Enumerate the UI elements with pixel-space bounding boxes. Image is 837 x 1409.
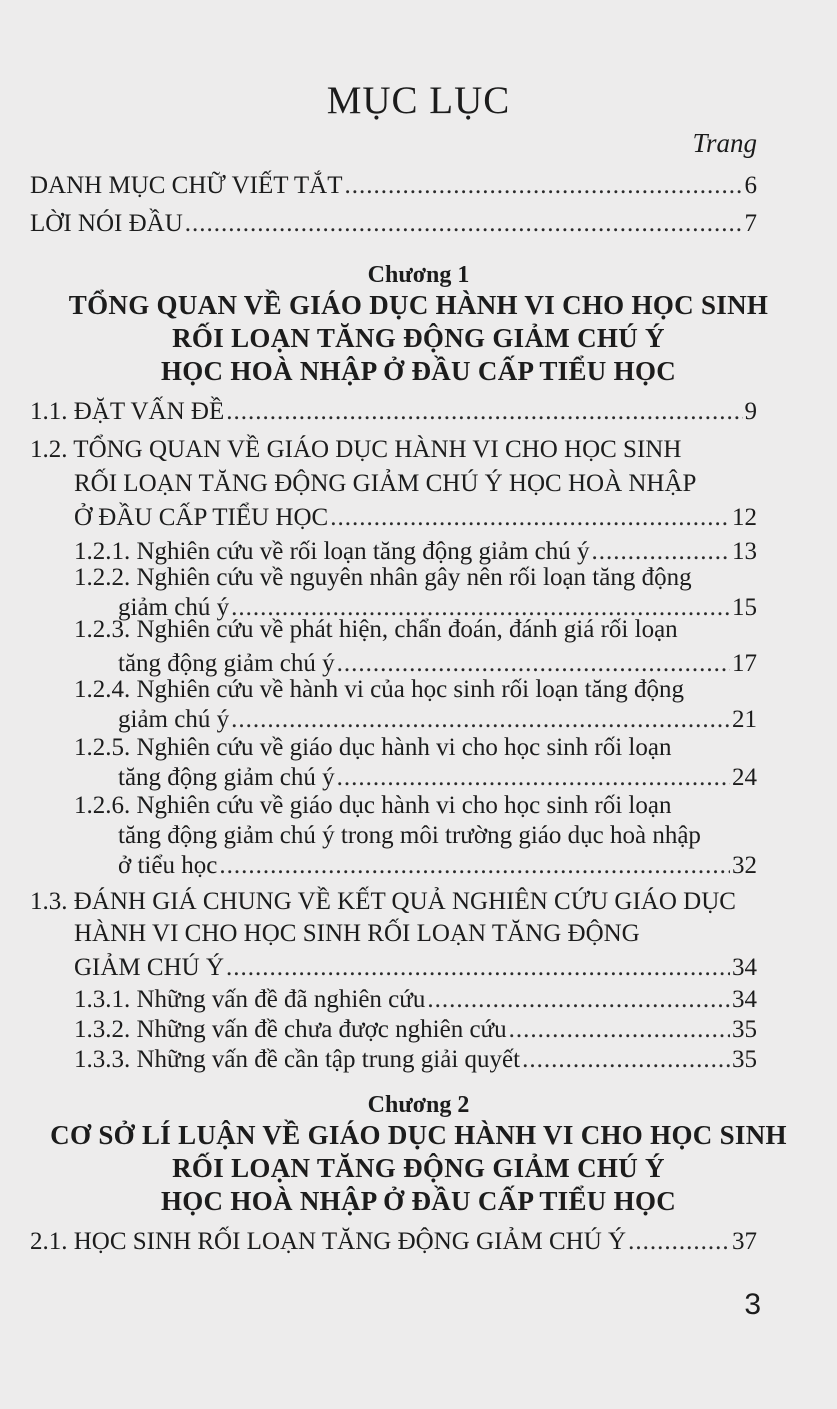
page-title: MỤC LỤC bbox=[326, 79, 511, 122]
toc-entry-1-2-6-line-1: 1.2.6. Nghiên cứu về giáo dục hành vi cho học sinh rối loạn bbox=[74, 792, 672, 819]
page-column-label: Trang bbox=[692, 128, 757, 158]
toc-entry-1-3[interactable]: GIẢM CHÚ Ý ..... 34 bbox=[74, 954, 757, 982]
toc-entry-1-2-6-line-2: tăng động giảm chú ý trong môi trường giáo dục hoà nhập bbox=[118, 822, 701, 849]
toc-entry-1-2[interactable]: Ở ĐẦU CẤP TIỂU HỌC ..... 12 bbox=[74, 504, 757, 532]
toc-entry-1-1[interactable]: 1.1. ĐẶT VẤN ĐỀ ..... 9 bbox=[30, 398, 757, 426]
toc-entry-1-3-1[interactable]: 1.3.1. Những vấn đề đã nghiên cứu ..... 34 bbox=[74, 986, 757, 1014]
toc-entry-1-2-5[interactable]: tăng động giảm chú ý ..... 24 bbox=[118, 764, 757, 792]
toc-entry-1-3-3[interactable]: 1.3.3. Những vấn đề cần tập trung giải quyết ..... 35 bbox=[74, 1046, 757, 1074]
toc-entry-2-1[interactable]: 2.1. HỌC SINH RỐI LOẠN TĂNG ĐỘNG GIẢM CHÚ Ý ..... 37 bbox=[30, 1228, 757, 1256]
toc-entry-1-2-4-line-1: 1.2.4. Nghiên cứu về hành vi của học sinh rối loạn tăng động bbox=[74, 676, 684, 703]
toc-entry-1-2-4[interactable]: giảm chú ý ..... 21 bbox=[118, 706, 757, 734]
chapter-1-label: Chương 1 bbox=[367, 262, 470, 288]
toc-entry-abbreviations[interactable]: DANH MỤC CHỮ VIẾT TẮT ..... 6 bbox=[30, 172, 757, 200]
toc-entry-1-2-2-line-1: 1.2.2. Nghiên cứu về nguyên nhân gây nên rối loạn tăng động bbox=[74, 564, 692, 591]
toc-entry-1-2-2[interactable]: giảm chú ý ..... 15 bbox=[118, 594, 757, 622]
toc-entry-1-3-line-2: HÀNH VI CHO HỌC SINH RỐI LOẠN TĂNG ĐỘNG bbox=[74, 920, 640, 947]
toc-entry-1-2-3[interactable]: tăng động giảm chú ý ..... 17 bbox=[118, 650, 757, 678]
toc-entry-1-3-2[interactable]: 1.3.2. Những vấn đề chưa được nghiên cứu ..... 35 bbox=[74, 1016, 757, 1044]
toc-entry-1-2-6[interactable]: ở tiểu học ..... 32 bbox=[118, 852, 757, 880]
toc-entry-1-2-line-1: 1.2. TỔNG QUAN VỀ GIÁO DỤC HÀNH VI CHO HỌC SINH bbox=[30, 436, 682, 463]
chapter-2-heading-line-2: RỐI LOẠN TĂNG ĐỘNG GIẢM CHÚ Ý bbox=[172, 1153, 665, 1183]
chapter-1-heading-line-3: HỌC HOÀ NHẬP Ở ĐẦU CẤP TIỂU HỌC bbox=[160, 356, 677, 386]
toc-entry-1-2-5-line-1: 1.2.5. Nghiên cứu về giáo dục hành vi cho học sinh rối loạn bbox=[74, 734, 672, 761]
toc-entry-1-2-line-2: RỐI LOẠN TĂNG ĐỘNG GIẢM CHÚ Ý HỌC HOÀ NHẬP bbox=[74, 470, 697, 497]
chapter-1-heading-line-2: RỐI LOẠN TĂNG ĐỘNG GIẢM CHÚ Ý bbox=[172, 323, 665, 353]
page-number: 3 bbox=[744, 1288, 761, 1321]
toc-entry-preface[interactable]: LỜI NÓI ĐẦU ..... 7 bbox=[30, 210, 757, 238]
chapter-2-heading-line-3: HỌC HOÀ NHẬP Ở ĐẦU CẤP TIỂU HỌC bbox=[160, 1186, 677, 1216]
toc-entry-1-3-line-1: 1.3. ĐÁNH GIÁ CHUNG VỀ KẾT QUẢ NGHIÊN CỨU GIÁO DỤC bbox=[30, 888, 736, 915]
chapter-1-heading-line-1: TỔNG QUAN VỀ GIÁO DỤC HÀNH VI CHO HỌC SINH bbox=[68, 290, 769, 320]
chapter-2-label: Chương 2 bbox=[367, 1092, 470, 1118]
toc-entry-1-2-1[interactable]: 1.2.1. Nghiên cứu về rối loạn tăng động giảm chú ý ..... 13 bbox=[74, 538, 757, 566]
chapter-2-heading-line-1: CƠ SỞ LÍ LUẬN VỀ GIÁO DỤC HÀNH VI CHO HỌC SINH bbox=[50, 1120, 787, 1150]
toc-entry-1-2-3-line-1: 1.2.3. Nghiên cứu về phát hiện, chẩn đoán, đánh giá rối loạn bbox=[74, 616, 678, 643]
